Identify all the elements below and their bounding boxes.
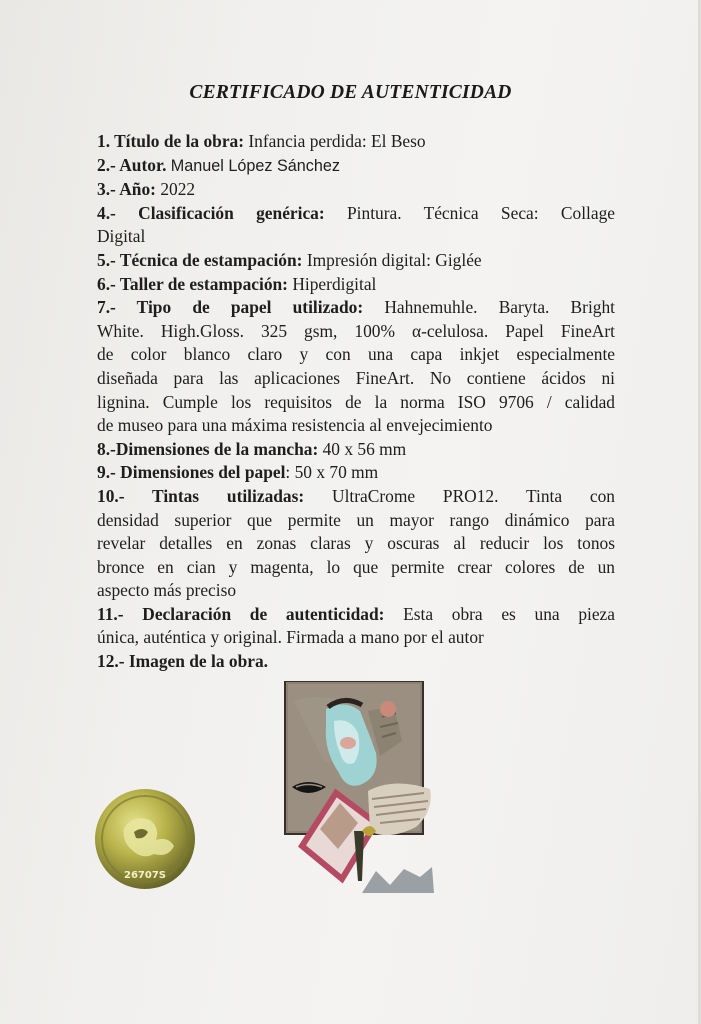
item-year: 3.- Año: 2022 — [97, 179, 196, 200]
hologram-seal-icon — [94, 788, 196, 890]
item-authenticity-line: única, auténtica y original. Firmada a mano por el autor — [97, 627, 484, 648]
item-artwork-image: 12.- Imagen de la obra. — [97, 651, 269, 672]
item-classification: 4.- Clasificación genérica: Pintura. Técnica Seca: Collage — [97, 202, 615, 223]
seal-number: 26707S — [124, 870, 166, 881]
certificate-items — [97, 130, 615, 674]
item-paper-type-line: White. High.Gloss. 325 gsm, 100% α-celulosa. Papel FineArt — [97, 320, 615, 341]
item-workshop: 6.- Taller de estampación: Hiperdigital — [97, 273, 377, 294]
item-title: 1. Título de la obra: Infancia perdida: El Beso — [97, 131, 426, 151]
item-paper-type-line: de museo para una máxima resistencia al envejecimiento — [97, 415, 493, 436]
item-paper-type-line: lignina. Cumple los requisitos de la norma ISO 9706 / calidad — [97, 391, 615, 412]
artwork-collage-image — [284, 681, 444, 896]
item-paper-type-line: de color blanco claro y con una capa inkjet especialmente — [97, 344, 615, 365]
item-paper-dimensions: 9.- Dimensiones del papel: 50 x 70 mm — [97, 462, 379, 483]
item-classification-cont: Digital — [97, 226, 146, 247]
item-print-dimensions: 8.-Dimensiones de la mancha: 40 x 56 mm — [97, 438, 407, 459]
item-author: 2.- Autor. Manuel López Sánchez — [97, 154, 340, 175]
item-inks-line: bronce en cian y magenta, lo que permite crear colores de un — [97, 556, 615, 577]
item-print-technique: 5.- Técnica de estampación: Impresión digital: Giglée — [97, 249, 482, 270]
item-inks-line: densidad superior que permite un mayor rango dinámico para — [97, 509, 615, 530]
item-inks-line: revelar detalles en zonas claras y oscuras al reducir los tonos — [97, 533, 615, 554]
page-title: CERTIFICADO DE AUTENTICIDAD — [189, 82, 512, 103]
item-inks-line: aspecto más preciso — [97, 580, 237, 601]
item-paper-type: 7.- Tipo de papel utilizado: Hahnemuhle. Baryta. Bright — [97, 297, 615, 318]
item-paper-type-line: diseñada para las aplicaciones FineArt. No contiene ácidos ni — [97, 367, 615, 388]
item-inks: 10.- Tintas utilizadas: UltraCrome PRO12. Tinta con — [97, 485, 615, 506]
item-authenticity: 11.- Declaración de autenticidad: Esta obra es una pieza — [97, 603, 615, 624]
